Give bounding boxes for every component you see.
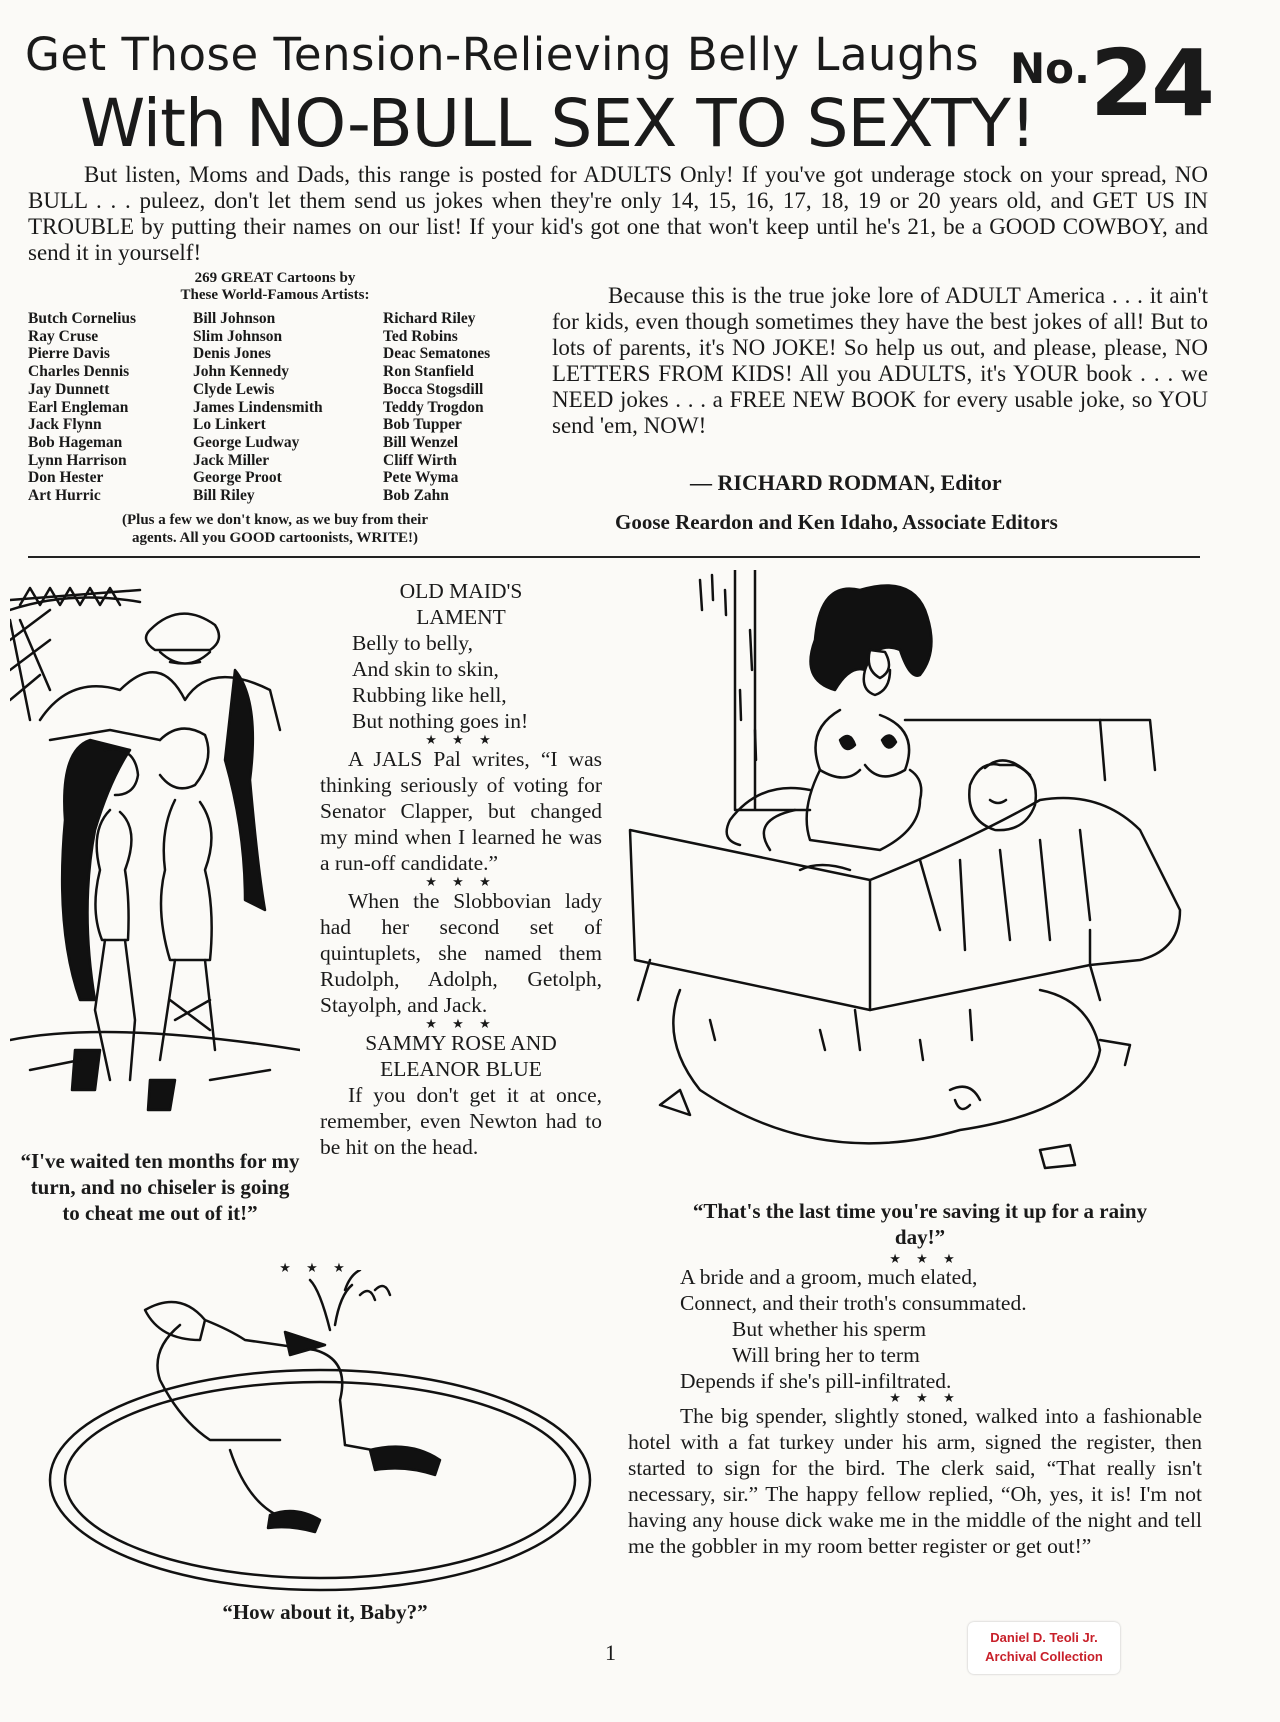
artists-column-2 xyxy=(193,310,323,505)
star-separator: ★ ★ ★ xyxy=(279,1260,351,1275)
newton-joke: If you don't get it at once, remember, even Newton had to be hit on the head. xyxy=(320,1083,602,1159)
artist-name: Deac Sematones xyxy=(383,345,491,363)
artists-heading-line-2: These World-Famous Artists: xyxy=(180,287,370,303)
poem-line: Belly to belly, xyxy=(352,631,474,655)
title-line: SAMMY ROSE AND xyxy=(365,1031,557,1055)
artist-name: Teddy Trogdon xyxy=(383,398,484,416)
bottom-cartoon-caption: “How about it, Baby?” xyxy=(222,1600,428,1624)
artist-name: Ted Robins xyxy=(383,327,458,345)
bed-cartoon xyxy=(620,570,1210,1190)
title-line: OLD MAID'S xyxy=(399,579,523,603)
poem-line: But whether his sperm xyxy=(732,1317,927,1341)
artists-heading xyxy=(30,270,520,304)
artist-name: Lynn Harrison xyxy=(28,451,127,469)
artist-name: George Proot xyxy=(193,469,282,487)
artist-name: Bill Riley xyxy=(193,487,255,505)
artist-name: James Lindensmith xyxy=(193,398,323,416)
senator-joke: A JALS Pal writes, “I was thinking seriously of voting for Senator Clapper, but changed my mind when I learned he was a run-off candidate.” xyxy=(320,747,602,875)
artist-name: George Ludway xyxy=(193,433,300,451)
star-separator: ★ ★ ★ xyxy=(889,1390,961,1405)
artist-name: Bill Wenzel xyxy=(383,433,459,451)
artist-name: Cliff Wirth xyxy=(383,451,457,469)
artist-name: Pete Wyma xyxy=(383,469,459,487)
artist-name: Bob Hageman xyxy=(28,433,123,451)
poem-line: Rubbing like hell, xyxy=(352,683,507,707)
artists-note-line-2: agents. All you GOOD cartoonists, WRITE!) xyxy=(132,530,418,546)
artist-name: Richard Riley xyxy=(383,310,476,327)
associate-editors: Goose Reardon and Ken Idaho, Associate Editors xyxy=(615,510,1058,534)
poem-line: Connect, and their troth's consummated. xyxy=(680,1291,1027,1315)
artists-column-3 xyxy=(383,310,490,505)
artist-name: Ron Stanfield xyxy=(383,363,474,381)
editor-note: Because this is the true joke lore of ADULT America . . . it ain't for kids, even though sometimes they have the best jokes of all! But to lots of parents, it's NO JOKE! So help us out, and please, please, NO LETTERS FROM KIDS! All you ADULTS, it's YOUR book . . . we NEED jokes . . . a FREE NEW BOOK for every usable joke, so YOU send 'em, NOW! xyxy=(552,283,1208,438)
header-line-2: With NO-BULL SEX TO SEXTY! xyxy=(80,85,1036,162)
harem-cartoon xyxy=(10,580,300,1140)
artist-name: Butch Cornelius xyxy=(28,310,137,327)
sammy-rose-title xyxy=(320,1030,602,1082)
poem-line: And skin to skin, xyxy=(352,657,499,681)
title-line: ELEANOR BLUE xyxy=(380,1057,542,1081)
dog-cartoon xyxy=(30,1270,610,1600)
artist-name: Clyde Lewis xyxy=(193,380,275,398)
old-maids-poem xyxy=(320,630,602,734)
artist-name: Jack Flynn xyxy=(28,416,102,434)
star-separator: ★ ★ ★ xyxy=(425,732,497,747)
editor-signature: — RICHARD RODMAN, Editor xyxy=(690,470,1002,495)
artist-name: Jay Dunnett xyxy=(28,380,110,398)
stamp-line-1: Daniel D. Teoli Jr. xyxy=(990,1630,1098,1645)
artist-name: Slim Johnson xyxy=(193,327,283,345)
poem-line: A bride and a groom, much elated, xyxy=(680,1265,978,1289)
poem-line: Will bring her to term xyxy=(732,1343,920,1367)
artist-name: Charles Dennis xyxy=(28,363,130,381)
stamp-line-2: Archival Collection xyxy=(985,1649,1103,1664)
title-line: LAMENT xyxy=(416,605,506,629)
artist-name: Earl Engleman xyxy=(28,398,129,416)
artist-name: Pierre Davis xyxy=(28,345,110,363)
quintuplets-joke: When the Slobbovian lady had her second set of quintuplets, she named them Rudolph, Adolph, Getolph, Stayolph, and Jack. xyxy=(320,889,602,1017)
artist-name: Ray Cruse xyxy=(28,327,99,345)
star-separator: ★ ★ ★ xyxy=(889,1251,961,1266)
big-spender-joke: The big spender, slightly stoned, walked into a fashionable hotel with a fat turkey under his arm, signed the register, then started to sign for the bird. The clerk said, “That really isn't necessary, sir.” The happy fellow replied, “Oh, yes, it is! I'm not having any house dick wake me in the middle of the night and tell me the gobbler in my room better register or get out!” xyxy=(628,1404,1202,1558)
artists-column-1 xyxy=(28,310,136,505)
artist-name: Lo Linkert xyxy=(193,416,266,434)
issue-prefix: No. xyxy=(1010,44,1090,93)
artist-name: Bob Tupper xyxy=(383,416,462,434)
archival-stamp xyxy=(968,1622,1120,1674)
section-divider xyxy=(28,556,1200,558)
artist-name: Denis Jones xyxy=(193,345,271,363)
artists-heading-line-1: 269 GREAT Cartoons by xyxy=(194,270,356,286)
issue-number-value: 24 xyxy=(1089,30,1212,137)
artist-name: Jack Miller xyxy=(193,451,270,469)
middle-column xyxy=(320,578,602,1160)
issue-number xyxy=(1010,30,1212,137)
artists-note-line-1: (Plus a few we don't know, as we buy from their xyxy=(122,512,428,528)
artist-name: Don Hester xyxy=(28,469,104,487)
artist-name: Bob Zahn xyxy=(383,487,449,505)
bride-poem xyxy=(680,1264,1027,1394)
right-cartoon-caption: “That's the last time you're saving it up for a rainy day!” xyxy=(692,1199,1148,1249)
artists-note xyxy=(60,511,490,547)
old-maids-lament-title xyxy=(320,578,602,630)
intro-paragraph: But listen, Moms and Dads, this range is posted for ADULTS Only! If you've got underage stock on your spread, NO BULL . . . puleez, don't let them send us jokes when they're only 14, 15, 16, 17, 18, 19 or 20 years old, and GET US IN TROUBLE by putting their names on our list! If your kid's got one that won't keep until he's 21, be a GOOD COWBOY, and send it in yourself! xyxy=(28,162,1208,265)
header-line-1: Get Those Tension-Relieving Belly Laughs xyxy=(25,28,980,81)
star-separator: ★ ★ ★ xyxy=(425,874,497,889)
poem-line: Depends if she's pill-infiltrated. xyxy=(680,1369,952,1393)
artist-name: John Kennedy xyxy=(193,363,290,381)
artist-name: Bocca Stogsdill xyxy=(383,380,484,398)
star-separator: ★ ★ ★ xyxy=(425,1016,497,1031)
artist-name: Bill Johnson xyxy=(193,310,276,327)
left-cartoon-caption: “I've waited ten months for my turn, and no chiseler is going to cheat me out of it!” xyxy=(20,1149,300,1225)
artist-name: Art Hurric xyxy=(28,487,101,505)
poem-line: But nothing goes in! xyxy=(352,709,529,733)
page-number: 1 xyxy=(605,1640,616,1665)
